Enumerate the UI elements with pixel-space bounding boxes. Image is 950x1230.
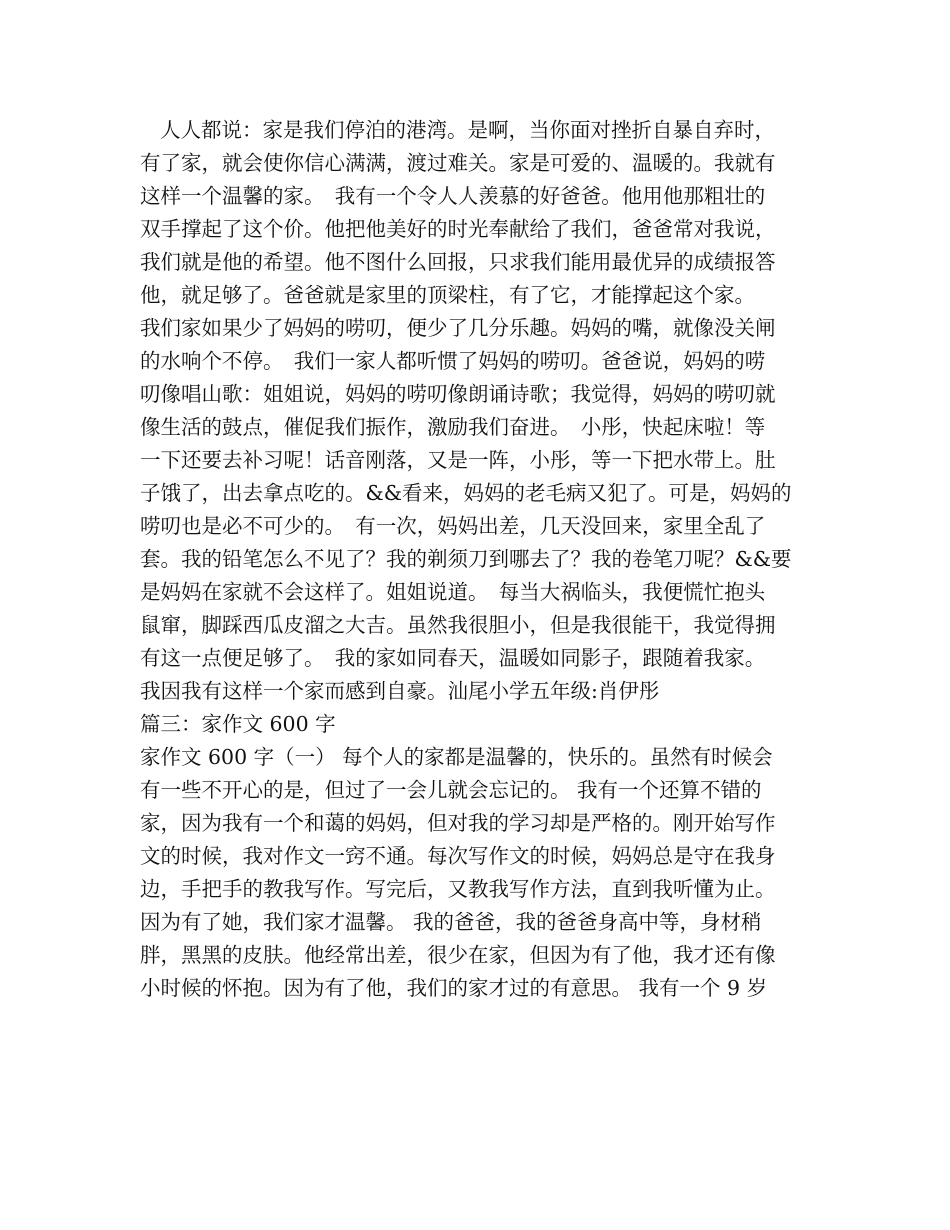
paragraph-line: 家，因为我有一个和蔼的妈妈，但对我的学习却是严格的。刚开始写作: [140, 811, 776, 835]
paragraph-line: 唠叨也是必不可少的。 有一次，妈妈出差，几天没回来，家里全乱了: [140, 514, 766, 538]
paragraph-line: 子饿了，出去拿点吃的。&&看来，妈妈的老毛病又犯了。可是，妈妈的: [140, 481, 792, 505]
paragraph-line: 鼠窜，脚踩西瓜皮溜之大吉。虽然我很胆小，但是我很能干，我觉得拥: [140, 613, 776, 637]
paragraph-line: 有这一点便足够了。 我的家如同春天，温暖如同影子，跟随着我家。: [140, 646, 766, 670]
paragraph-line: 有了家，就会使你信心满满，渡过难关。家是可爱的、温暖的。我就有: [140, 151, 776, 175]
paragraph-line: 人人都说：家是我们停泊的港湾。是啊，当你面对挫折自暴自弃时，: [160, 118, 775, 142]
paragraph-line: 有一些不开心的是，但过了一会儿就会忘记的。 我有一个还算不错的: [140, 778, 762, 802]
paragraph-line: 一下还要去补习呢！话音刚落，又是一阵，小彤，等一下把水带上。肚: [140, 448, 776, 472]
section-heading: 篇三：家作文 600 字: [140, 712, 336, 736]
paragraph-line: 双手撑起了这个价。他把他美好的时光奉献给了我们，爸爸常对我说，: [140, 217, 776, 241]
paragraph-line: 的水响个不停。 我们一家人都听惯了妈妈的唠叨。爸爸说，妈妈的唠: [140, 349, 766, 373]
paragraph-line: 他，就足够了。爸爸就是家里的顶梁柱，有了它，才能撑起这个家。: [140, 283, 755, 307]
paragraph-line: 边，手把手的教我写作。写完后，又教我写作方法，直到我听懂为止。: [140, 877, 776, 901]
paragraph-line: 我们家如果少了妈妈的唠叨，便少了几分乐趣。妈妈的嘴，就像没关闸: [140, 316, 776, 340]
paragraph-line: 我们就是他的希望。他不图什么回报，只求我们能用最优异的成绩报答: [140, 250, 776, 274]
paragraph-line: 文的时候，我对作文一窍不通。每次写作文的时候，妈妈总是守在我身: [140, 844, 776, 868]
paragraph-line: 叨像唱山歌：姐姐说，妈妈的唠叨像朗诵诗歌；我觉得，妈妈的唠叨就: [140, 382, 776, 406]
paragraph-line: 因为有了她，我们家才温馨。 我的爸爸，我的爸爸身高中等，身材稍: [140, 910, 762, 934]
paragraph-line: 小时候的怀抱。因为有了他，我们的家才过的有意思。 我有一个 9 岁: [140, 976, 768, 1000]
paragraph-line: 家作文 600 字（一） 每个人的家都是温馨的，快乐的。虽然有时候会: [140, 745, 773, 769]
paragraph-line: 我因我有这样一个家而感到自豪。汕尾小学五年级:肖伊彤: [140, 679, 660, 703]
paragraph-line: 这样一个温馨的家。 我有一个令人人羡慕的好爸爸。他用他那粗壮的: [140, 184, 766, 208]
paragraph-line: 套。我的铅笔怎么不见了？我的剃须刀到哪去了？我的卷笔刀呢？&&要: [140, 547, 792, 571]
paragraph-line: 像生活的鼓点，催促我们振作，激励我们奋进。 小彤，快起床啦！等: [140, 415, 766, 439]
paragraph-line: 胖，黑黑的皮肤。他经常出差，很少在家，但因为有了他，我才还有像: [140, 943, 776, 967]
paragraph-line: 是妈妈在家就不会这样了。姐姐说道。 每当大祸临头，我便慌忙抱头: [140, 580, 766, 604]
